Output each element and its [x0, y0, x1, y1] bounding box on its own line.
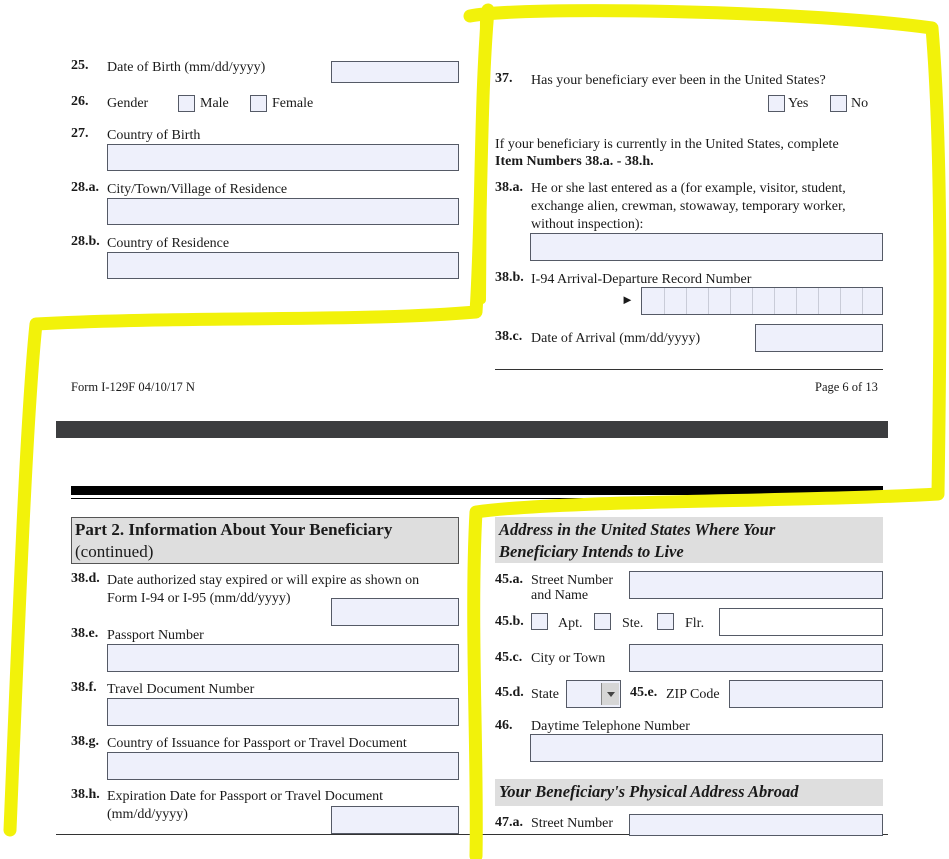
q45a-line1: Street Number	[531, 573, 614, 588]
apt-checkbox[interactable]	[531, 613, 548, 630]
gender-male-checkbox[interactable]	[178, 95, 195, 112]
passport-number-field[interactable]	[107, 644, 459, 672]
dropdown-button[interactable]	[601, 683, 619, 705]
flr-label: Flr.	[685, 616, 705, 631]
ste-checkbox[interactable]	[594, 613, 611, 630]
passport-expiration-field[interactable]	[331, 806, 459, 834]
q38g-label: Country of Issuance for Passport or Travel Document	[107, 736, 407, 751]
us-visit-no-label: No	[851, 96, 869, 111]
q25-label: Date of Birth (mm/dd/yyyy)	[107, 60, 266, 75]
instruction-item-range: Item Numbers 38.a. - 38.h.	[495, 154, 654, 169]
gender-male-label: Male	[200, 96, 229, 111]
state-select[interactable]	[566, 680, 621, 708]
q26-number: 26.	[71, 94, 89, 109]
gender-female-checkbox[interactable]	[250, 95, 267, 112]
page-top-thin-rule	[71, 498, 883, 499]
q47a-line1: Street Number	[531, 816, 614, 831]
unit-number-field[interactable]	[719, 608, 883, 636]
q38d-number: 38.d.	[71, 571, 100, 586]
q38h-line2: (mm/dd/yyyy)	[107, 807, 188, 822]
travel-document-number-field[interactable]	[107, 698, 459, 726]
q45b-number: 45.b.	[495, 614, 524, 629]
q45d-label: State	[531, 687, 559, 702]
q28a-label: City/Town/Village of Residence	[107, 182, 288, 197]
daytime-phone-field[interactable]	[530, 734, 883, 762]
q46-label: Daytime Telephone Number	[531, 719, 690, 734]
q27-label: Country of Birth	[107, 128, 201, 143]
issuance-country-field[interactable]	[107, 752, 459, 780]
us-visit-yes-checkbox[interactable]	[768, 95, 785, 112]
q38h-number: 38.h.	[71, 787, 100, 802]
q45e-label: ZIP Code	[666, 687, 720, 702]
us-address-title-line1: Address in the United States Where Your	[499, 520, 776, 539]
q38a-line2: exchange alien, crewman, stowaway, temporary worker,	[531, 199, 846, 214]
q38a-line3: without inspection):	[531, 217, 644, 232]
q45a-line2: and Name	[531, 588, 589, 603]
q27-number: 27.	[71, 126, 89, 141]
country-of-residence-field[interactable]	[107, 252, 459, 279]
abroad-section-title: Your Beneficiary's Physical Address Abroad	[499, 782, 799, 801]
q38g-number: 38.g.	[71, 734, 99, 749]
q28b-label: Country of Residence	[107, 236, 230, 251]
ste-label: Ste.	[622, 616, 644, 631]
us-visit-yes-label: Yes	[788, 96, 809, 111]
q38f-number: 38.f.	[71, 680, 97, 695]
q38d-line1: Date authorized stay expired or will expire as shown on	[107, 573, 420, 588]
part2-subtitle: (continued)	[75, 542, 154, 561]
q45c-label: City or Town	[531, 651, 606, 666]
part2-title: Part 2. Information About Your Beneficiary	[75, 520, 393, 539]
i94-number-field[interactable]	[641, 287, 883, 315]
instruction-text: If your beneficiary is currently in the United States, complete	[495, 137, 839, 152]
q46-number: 46.	[495, 718, 513, 733]
footer-rule	[495, 369, 883, 370]
q38b-label: I-94 Arrival-Departure Record Number	[531, 272, 752, 287]
last-entry-status-field[interactable]	[530, 233, 883, 261]
q38d-line2: Form I-94 or I-95 (mm/dd/yyyy)	[107, 591, 291, 606]
q38c-label: Date of Arrival (mm/dd/yyyy)	[531, 331, 701, 346]
q38e-label: Passport Number	[107, 628, 204, 643]
authorized-stay-date-field[interactable]	[331, 598, 459, 626]
q45c-number: 45.c.	[495, 650, 523, 665]
chevron-down-icon	[602, 683, 620, 705]
q38a-line1: He or she last entered as a (for example, visitor, student,	[531, 181, 846, 196]
city-of-residence-field[interactable]	[107, 198, 459, 225]
q38a-number: 38.a.	[495, 180, 523, 195]
page-top-rule	[71, 486, 883, 495]
q45d-number: 45.d.	[495, 685, 524, 700]
page-number: Page 6 of 13	[815, 380, 878, 394]
q37-number: 37.	[495, 71, 513, 86]
us-street-field[interactable]	[629, 571, 883, 599]
q38f-label: Travel Document Number	[107, 682, 255, 697]
q45a-number: 45.a.	[495, 572, 523, 587]
gender-female-label: Female	[272, 96, 314, 111]
country-of-birth-field[interactable]	[107, 144, 459, 171]
zip-code-field[interactable]	[729, 680, 883, 708]
flr-checkbox[interactable]	[657, 613, 674, 630]
q38b-number: 38.b.	[495, 270, 524, 285]
date-of-arrival-field[interactable]	[755, 324, 883, 352]
q28b-number: 28.b.	[71, 234, 100, 249]
q25-number: 25.	[71, 58, 89, 73]
apt-label: Apt.	[558, 616, 583, 631]
form-id: Form I-129F 04/10/17 N	[71, 380, 195, 394]
q38h-line1: Expiration Date for Passport or Travel Document	[107, 789, 384, 804]
us-address-title-line2: Beneficiary Intends to Live	[499, 542, 684, 561]
q38e-number: 38.e.	[71, 626, 99, 641]
q38c-number: 38.c.	[495, 329, 523, 344]
arrow-icon: ►	[621, 292, 634, 307]
abroad-street-field[interactable]	[629, 814, 883, 836]
q47a-number: 47.a.	[495, 815, 523, 830]
q26-label: Gender	[107, 96, 149, 111]
page-separator	[56, 421, 888, 438]
us-visit-no-checkbox[interactable]	[830, 95, 847, 112]
q37-label: Has your beneficiary ever been in the United States?	[531, 73, 826, 88]
q45e-number: 45.e.	[630, 685, 658, 700]
us-city-field[interactable]	[629, 644, 883, 672]
date-of-birth-field[interactable]	[331, 61, 459, 83]
q28a-number: 28.a.	[71, 180, 99, 195]
